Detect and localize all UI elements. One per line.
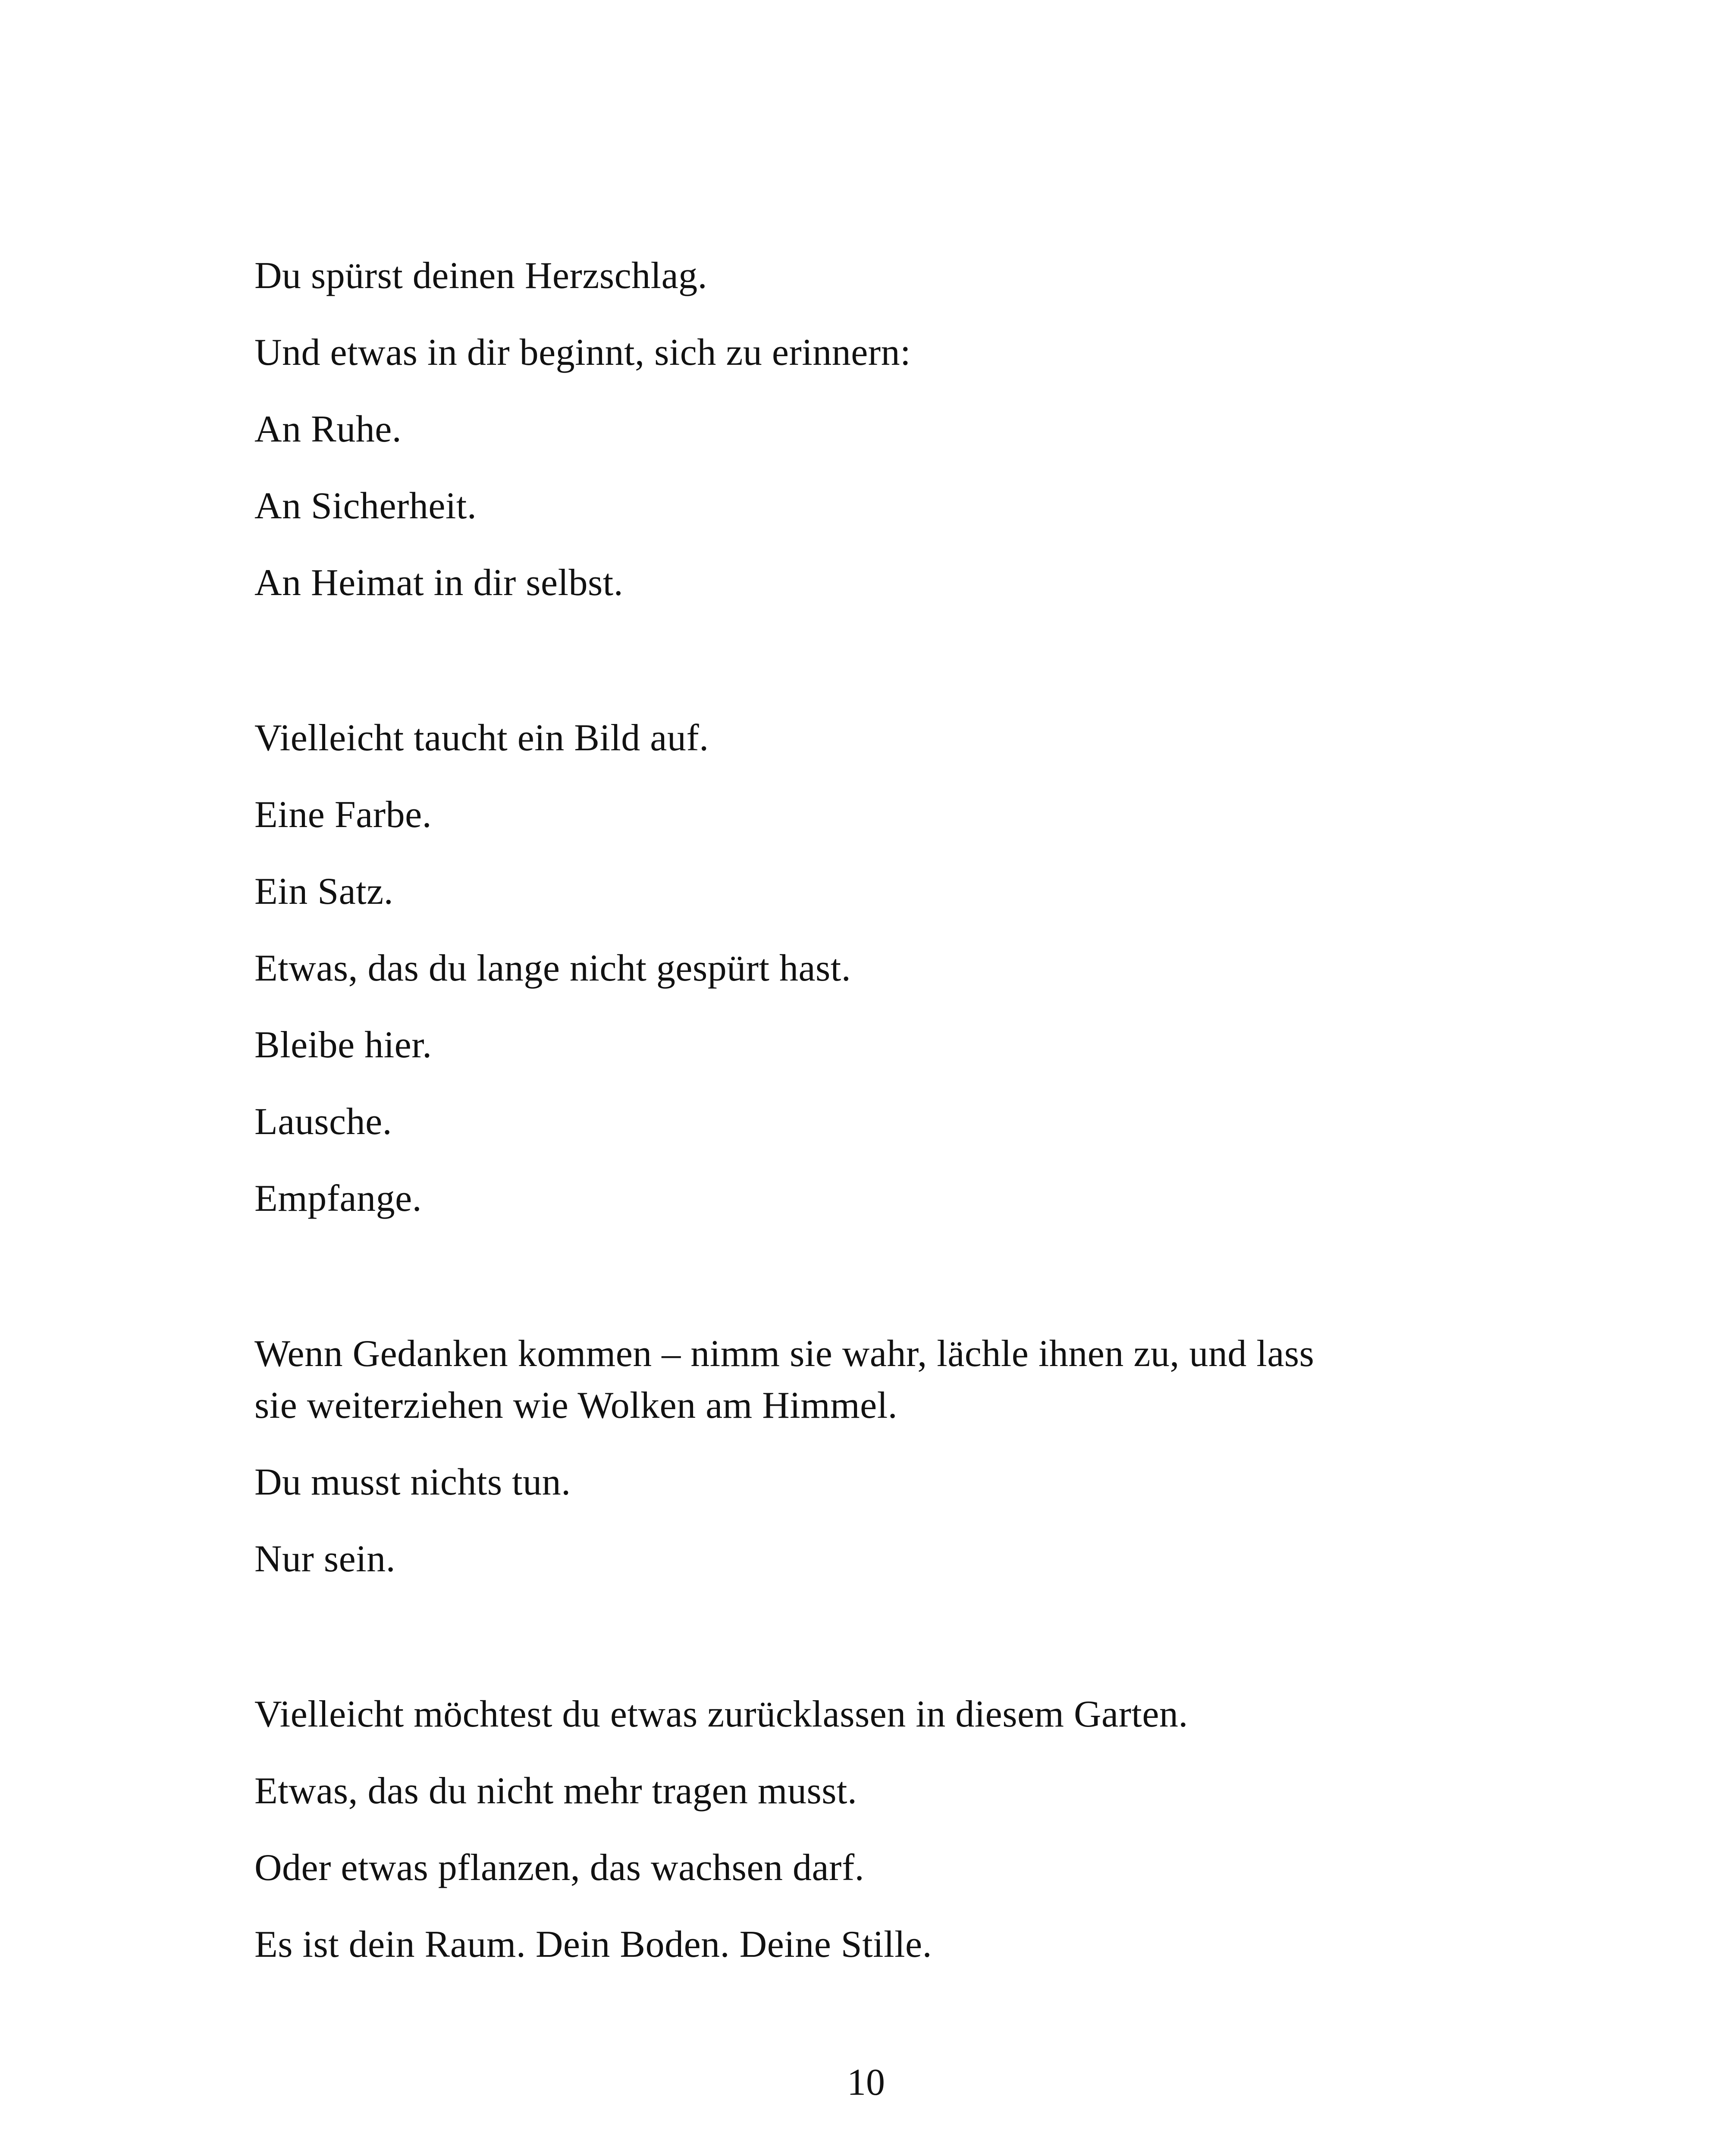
text-line: Und etwas in dir beginnt, sich zu erinnern: <box>254 332 911 373</box>
text-line: An Heimat in dir selbst. <box>254 562 624 604</box>
text-line: An Ruhe. <box>254 408 402 450</box>
text-line: Ein Satz. <box>254 871 394 912</box>
text-line: Empfange. <box>254 1178 422 1219</box>
text-line: Du musst nichts tun. <box>254 1461 571 1503</box>
text-line: Vielleicht möchtest du etwas zurücklassen in diesem Garten. <box>254 1693 1188 1735</box>
text-line: Es ist dein Raum. Dein Boden. Deine Stille. <box>254 1924 932 1965</box>
page-number: 10 <box>847 2062 885 2103</box>
text-line: Du spürst deinen Herzschlag. <box>254 255 708 297</box>
text-line: Etwas, das du lange nicht gespürt hast. <box>254 947 851 989</box>
text-line: sie weiterziehen wie Wolken am Himmel. <box>254 1385 898 1426</box>
text-line: Nur sein. <box>254 1538 396 1580</box>
text-line: Lausche. <box>254 1101 392 1143</box>
text-line: Vielleicht taucht ein Bild auf. <box>254 717 709 759</box>
text-line: Wenn Gedanken kommen – nimm sie wahr, lächle ihnen zu, und lass <box>254 1333 1315 1375</box>
text-line: Oder etwas pflanzen, das wachsen darf. <box>254 1847 865 1889</box>
text-line: Etwas, das du nicht mehr tragen musst. <box>254 1770 857 1812</box>
text-line: Eine Farbe. <box>254 794 432 836</box>
text-line: An Sicherheit. <box>254 485 477 527</box>
text-line: Bleibe hier. <box>254 1024 432 1066</box>
